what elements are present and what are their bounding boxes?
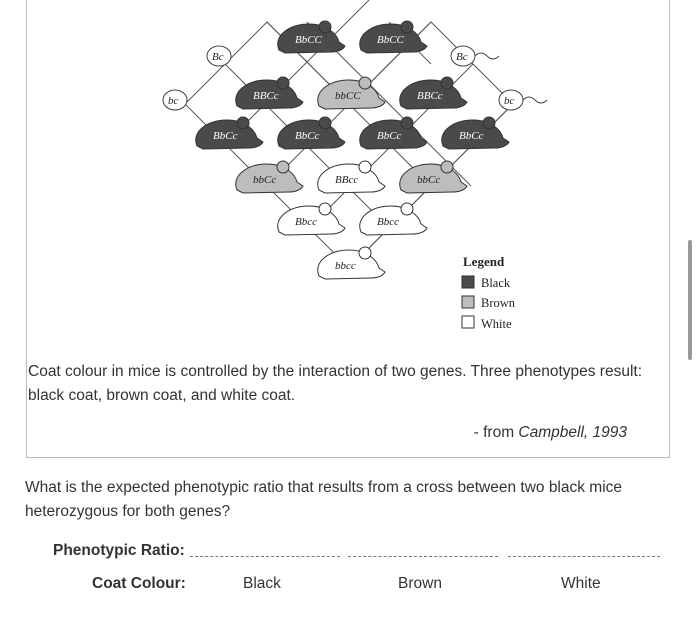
offspring-mouse [236, 161, 303, 193]
figure-card [26, 0, 670, 458]
legend-swatch-white [462, 316, 474, 328]
offspring-mouse [196, 117, 263, 149]
offspring-genotype: BbCc [377, 130, 402, 142]
offspring-mouse [318, 161, 385, 193]
figure-caption: Coat colour in mice is controlled by the interaction of two genes. Three phenotypes result: black coat, brown coat, and white coat. [28, 363, 643, 404]
offspring-mouse [318, 247, 385, 279]
offspring-genotype: Bbcc [377, 216, 399, 228]
column-black: Black [243, 575, 281, 592]
sperm-tail [523, 97, 547, 103]
source-prefix: - from [473, 424, 519, 441]
offspring-mouse [400, 77, 467, 109]
legend-label-black: Black [481, 276, 511, 290]
column-white: White [561, 575, 601, 592]
offspring-genotype: BbCC [377, 34, 404, 46]
scrollbar[interactable] [688, 240, 692, 360]
offspring-mouse [278, 203, 345, 235]
offspring-mouse [360, 203, 427, 235]
offspring-genotype: BbCC [295, 34, 322, 46]
figure-source [474, 424, 627, 442]
offspring-mouse [360, 117, 427, 149]
offspring-genotype: bbcc [335, 260, 356, 272]
offspring-mouse [400, 161, 467, 193]
gamete-bubble [451, 46, 499, 66]
legend-title: Legend [463, 254, 505, 269]
gamete-bubble [207, 46, 231, 66]
offspring-genotype: BBcc [335, 174, 359, 186]
gamete-label: Bc [212, 51, 224, 63]
offspring-genotype: BbCc [213, 130, 238, 142]
legend [462, 254, 516, 331]
gamete-label: Bc [456, 51, 468, 63]
gamete-bubble [499, 90, 547, 110]
gamete-label: bc [504, 95, 515, 107]
offspring-genotype: BBCc [417, 90, 443, 102]
offspring-genotype: BbCc [295, 130, 320, 142]
offspring-mouse [318, 77, 385, 109]
offspring-genotype: bbCC [335, 90, 361, 102]
column-brown: Brown [398, 575, 442, 592]
offspring-genotype: BbCc [459, 130, 484, 142]
offspring-genotype: bbCc [253, 174, 277, 186]
answer-blank-2[interactable] [348, 556, 498, 557]
gamete-bubble [163, 90, 187, 110]
answer-blank-1[interactable] [190, 556, 340, 557]
answer-blank-3[interactable] [508, 556, 660, 557]
legend-label-white: White [481, 317, 512, 331]
offspring-mouse [442, 117, 509, 149]
sperm-tail [475, 53, 499, 59]
offspring-genotype: BBCc [253, 90, 279, 102]
legend-swatch-brown [462, 296, 474, 308]
offspring-mouse [236, 77, 303, 109]
coat-colour-label: Coat Colour: [92, 575, 186, 592]
source-citation: Campbell, 1993 [518, 424, 627, 441]
legend-label-brown: Brown [481, 296, 516, 310]
offspring-mouse-top [360, 21, 427, 53]
question-text: What is the expected phenotypic ratio that results from a cross between two black mice heterozygous for both genes? [25, 479, 623, 520]
punnett-diagram [27, 0, 671, 340]
offspring-mouse-top [278, 21, 345, 53]
offspring-genotype: bbCc [417, 174, 441, 186]
offspring-genotype: Bbcc [295, 216, 317, 228]
legend-swatch-black [462, 276, 474, 288]
gamete-label: bc [168, 95, 179, 107]
phenotypic-ratio-label: Phenotypic Ratio: [53, 542, 185, 559]
offspring-mouse [278, 117, 345, 149]
